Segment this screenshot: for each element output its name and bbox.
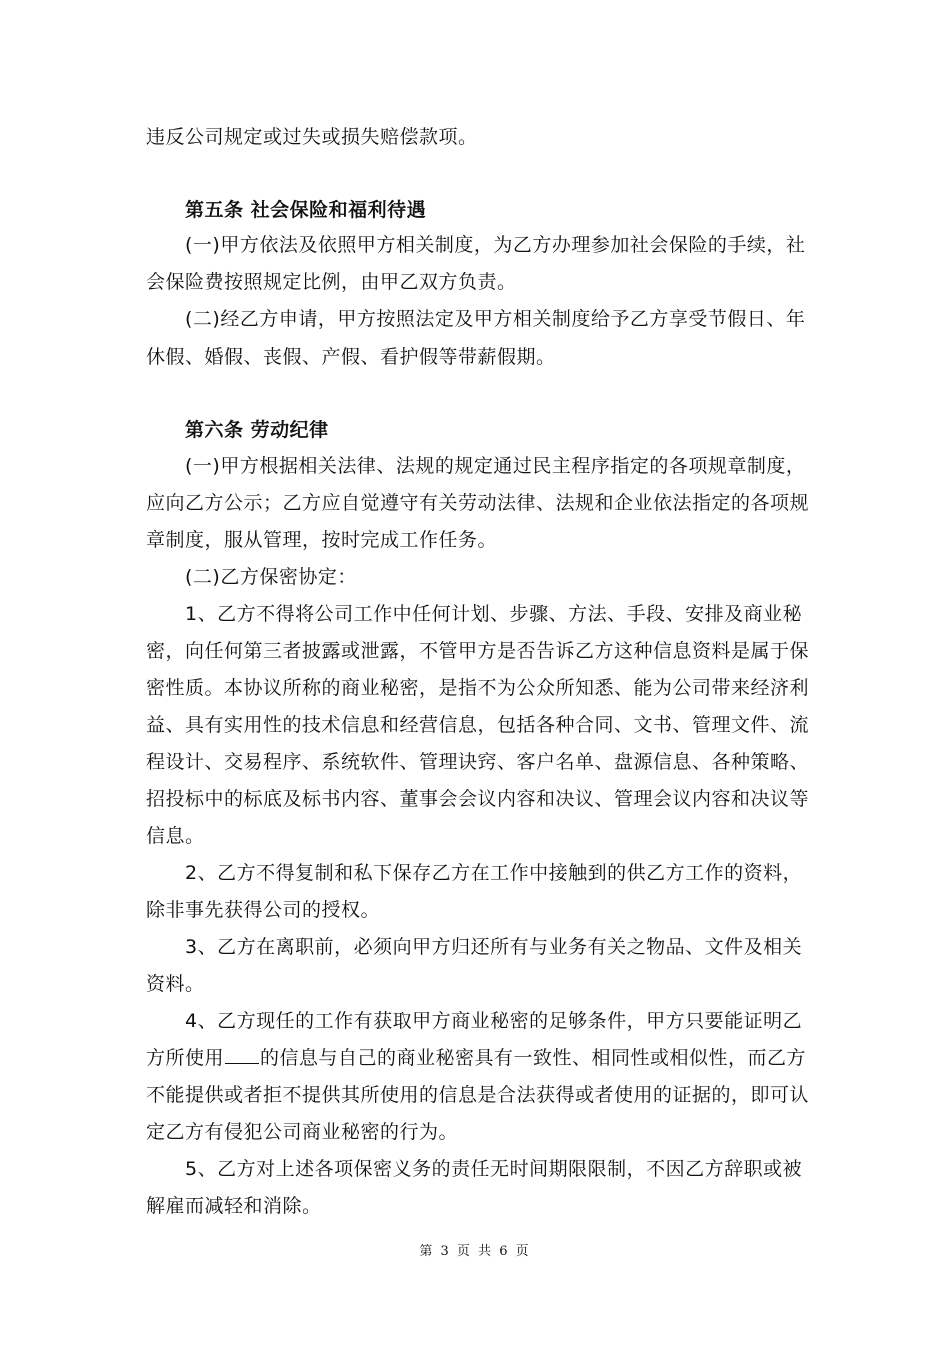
paragraph-line: (一)甲方依法及依照甲方相关制度，为乙方办理参加社会保险的手续，社 — [185, 234, 806, 256]
paragraph-line: 益、具有实用性的技术信息和经营信息，包括各种合同、文书、管理文件、流 — [146, 714, 810, 736]
paragraph-line: 4、乙方现任的工作有获取甲方商业秘密的足够条件，甲方只要能证明乙 — [185, 1010, 803, 1032]
line-segment: 的信息与自己的商业秘密具有一致性、相同性或相似性，而乙方 — [260, 1047, 807, 1069]
paragraph-line — [146, 1046, 806, 1070]
line-segment: 方所使用 — [146, 1047, 225, 1069]
paragraph-line: 5、乙方对上述各项保密义务的责任无时间期限限制，不因乙方辞职或被 — [185, 1158, 803, 1180]
paragraph-line: 定乙方有侵犯公司商业秘密的行为。 — [146, 1121, 459, 1143]
paragraph-line: 应向乙方公示；乙方应自觉遵守有关劳动法律、法规和企业依法指定的各项规 — [146, 492, 810, 514]
section-heading-article-6: 第六条 劳动纪律 — [185, 419, 329, 441]
paragraph-line: 除非事先获得公司的授权。 — [146, 899, 381, 921]
paragraph-line: 信息。 — [146, 825, 205, 847]
page-number-footer: 第 3 页 共 6 页 — [419, 1244, 531, 1259]
section-heading-article-5: 第五条 社会保险和福利待遇 — [185, 199, 427, 221]
paragraph-line: 1、乙方不得将公司工作中任何计划、步骤、方法、手段、安排及商业秘 — [185, 603, 803, 625]
paragraph-line: 违反公司规定或过失或损失赔偿款项。 — [146, 126, 478, 148]
paragraph-line: 密性质。本协议所称的商业秘密，是指不为公众所知悉、能为公司带来经济利 — [146, 677, 810, 699]
paragraph-line: 2、乙方不得复制和私下保存乙方在工作中接触到的供乙方工作的资料， — [185, 862, 803, 884]
paragraph-line: 休假、婚假、丧假、产假、看护假等带薪假期。 — [146, 346, 556, 368]
paragraph-line: 密，向任何第三者披露或泄露，不管甲方是否告诉乙方这种信息资料是属于保 — [146, 640, 810, 662]
paragraph-line: (二)乙方保密协定： — [185, 566, 357, 588]
fill-in-blank — [225, 1047, 259, 1064]
paragraph-line: 会保险费按照规定比例，由甲乙双方负责。 — [146, 271, 517, 293]
paragraph-line: 解雇而减轻和消除。 — [146, 1195, 322, 1217]
paragraph-line: 程设计、交易程序、系统软件、管理诀窍、客户名单、盘源信息、各种策略、 — [146, 751, 810, 773]
paragraph-line: 不能提供或者拒不提供其所使用的信息是合法获得或者使用的证据的，即可认 — [146, 1084, 810, 1106]
paragraph-line: (二)经乙方申请，甲方按照法定及甲方相关制度给予乙方享受节假日、年 — [185, 308, 806, 330]
paragraph-line: 资料。 — [146, 973, 205, 995]
paragraph-line: 章制度，服从管理，按时完成工作任务。 — [146, 529, 498, 551]
paragraph-line: 招投标中的标底及标书内容、董事会会议内容和决议、管理会议内容和决议等 — [146, 788, 810, 810]
paragraph-line: 3、乙方在离职前，必须向甲方归还所有与业务有关之物品、文件及相关 — [185, 936, 803, 958]
paragraph-line: (一)甲方根据相关法律、法规的规定通过民主程序指定的各项规章制度， — [185, 455, 806, 477]
